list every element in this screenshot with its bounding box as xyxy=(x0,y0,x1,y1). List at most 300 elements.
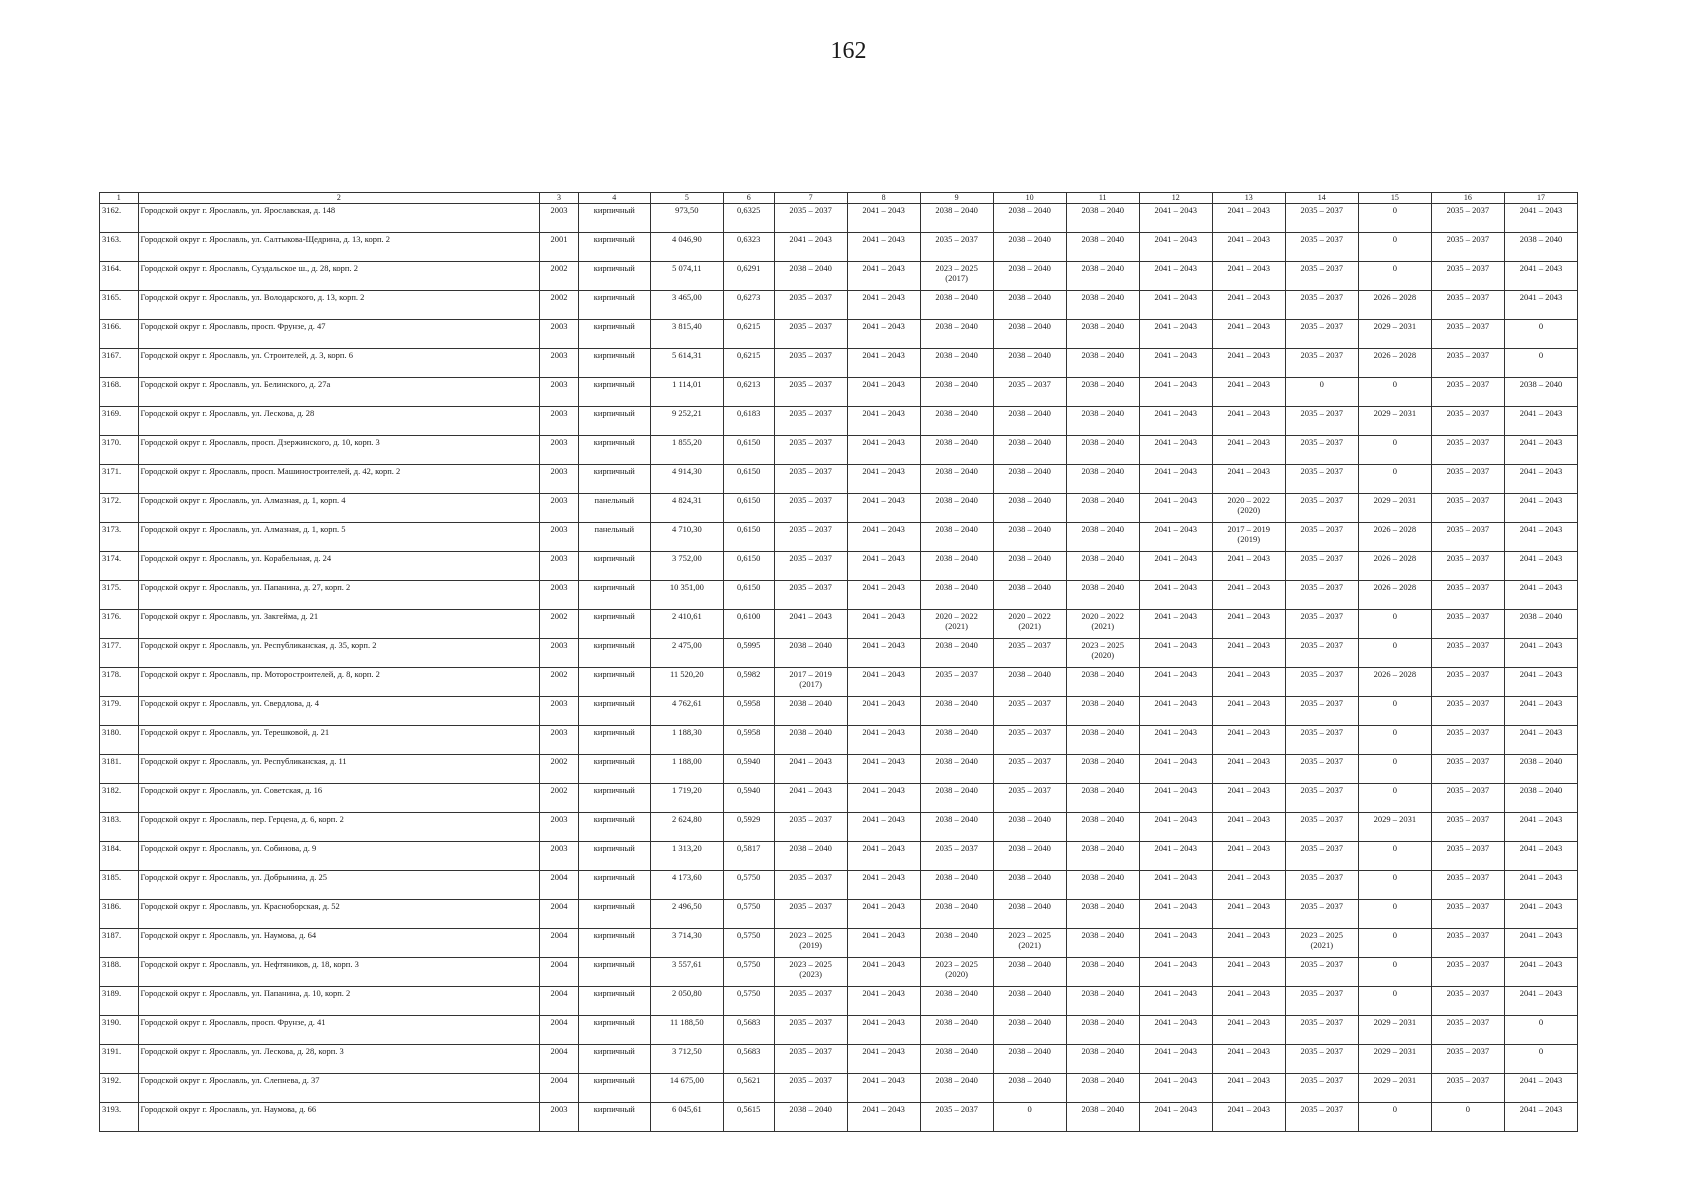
period: 2023 – 2025 xyxy=(1008,930,1051,940)
actual-year: (2019) xyxy=(1237,534,1261,544)
table-cell: 2003 xyxy=(540,320,579,349)
table-row xyxy=(100,610,1578,639)
header-cell: 15 xyxy=(1358,193,1431,204)
table-cell: 2041 – 2043 xyxy=(847,958,920,987)
table-cell: 2035 – 2037 xyxy=(1431,871,1504,900)
table-cell: 2041 – 2043 xyxy=(847,639,920,668)
table-cell: 2041 – 2043 xyxy=(1139,233,1212,262)
address-cell: Городской округ г. Ярославль, пр. Моторостроителей, д. 8, корп. 2 xyxy=(138,668,540,697)
table-cell: 2041 – 2043 xyxy=(1212,262,1285,291)
period: 2023 – 2025 xyxy=(789,930,832,940)
header-cell: 10 xyxy=(993,193,1066,204)
table-cell: 2041 – 2043 xyxy=(1139,291,1212,320)
actual-year: (2021) xyxy=(1018,621,1041,631)
row-number: 3179. xyxy=(100,697,139,726)
table-cell: 2041 – 2043 xyxy=(1212,755,1285,784)
table-cell xyxy=(774,668,847,697)
table-cell: 2038 – 2040 xyxy=(993,842,1066,871)
table-cell: 2041 – 2043 xyxy=(1139,1016,1212,1045)
table-cell: 2041 – 2043 xyxy=(847,262,920,291)
table-cell: 2003 xyxy=(540,465,579,494)
table-cell: 2041 – 2043 xyxy=(1212,204,1285,233)
header-row xyxy=(100,193,1578,204)
table-cell: 2035 – 2037 xyxy=(1431,494,1504,523)
table-cell: 2041 – 2043 xyxy=(1212,900,1285,929)
table-cell: 0 xyxy=(1358,871,1431,900)
table-cell: 2038 – 2040 xyxy=(993,552,1066,581)
table-cell: 2035 – 2037 xyxy=(774,523,847,552)
actual-year: (2021) xyxy=(1018,940,1041,950)
table-cell: 2038 – 2040 xyxy=(1066,900,1139,929)
table-cell: 2 624,80 xyxy=(650,813,723,842)
table-cell: 2 050,80 xyxy=(650,987,723,1016)
table-cell: 0,6323 xyxy=(723,233,774,262)
header-cell: 8 xyxy=(847,193,920,204)
table-cell: 2035 – 2037 xyxy=(1285,726,1358,755)
table-row xyxy=(100,262,1578,291)
table-cell: 2035 – 2037 xyxy=(1431,842,1504,871)
table-cell: 2003 xyxy=(540,726,579,755)
table-cell: 2035 – 2037 xyxy=(774,436,847,465)
table-row xyxy=(100,842,1578,871)
table-cell xyxy=(920,610,993,639)
table-cell: 2038 – 2040 xyxy=(920,349,993,378)
table-cell: кирпичный xyxy=(578,1074,650,1103)
table-cell: 2035 – 2037 xyxy=(1285,1074,1358,1103)
table-cell xyxy=(920,958,993,987)
table-cell: 1 855,20 xyxy=(650,436,723,465)
table-cell: 2035 – 2037 xyxy=(1431,697,1504,726)
table-cell: 2038 – 2040 xyxy=(993,204,1066,233)
table-cell: 2004 xyxy=(540,1074,579,1103)
table-cell: 2038 – 2040 xyxy=(920,755,993,784)
table-cell: 2003 xyxy=(540,552,579,581)
table-cell: 0,5683 xyxy=(723,1016,774,1045)
table-cell: 2038 – 2040 xyxy=(920,871,993,900)
register-table xyxy=(99,192,1578,1132)
table-row xyxy=(100,900,1578,929)
table-cell: 2041 – 2043 xyxy=(1212,987,1285,1016)
table-row xyxy=(100,1103,1578,1132)
table-cell: 2041 – 2043 xyxy=(847,610,920,639)
address-cell: Городской округ г. Ярославль, ул. Республиканская, д. 11 xyxy=(138,755,540,784)
table-cell: 2035 – 2037 xyxy=(774,349,847,378)
table-cell: 0,6183 xyxy=(723,407,774,436)
table-cell: 2041 – 2043 xyxy=(1212,233,1285,262)
table-cell: 3 815,40 xyxy=(650,320,723,349)
table-cell: 2035 – 2037 xyxy=(1285,1016,1358,1045)
table-cell: 2035 – 2037 xyxy=(1285,204,1358,233)
table-cell: 2041 – 2043 xyxy=(1139,639,1212,668)
row-number: 3173. xyxy=(100,523,139,552)
table-cell: 2041 – 2043 xyxy=(774,610,847,639)
table-cell: 0,5958 xyxy=(723,697,774,726)
period: 2017 – 2019 xyxy=(1227,524,1271,534)
row-number: 3171. xyxy=(100,465,139,494)
table-cell: 4 173,60 xyxy=(650,871,723,900)
table-cell: 2035 – 2037 xyxy=(993,784,1066,813)
table-cell: 2038 – 2040 xyxy=(993,262,1066,291)
table-row xyxy=(100,958,1578,987)
table-cell: 2035 – 2037 xyxy=(1285,436,1358,465)
table-cell: 2041 – 2043 xyxy=(847,784,920,813)
table-cell: 0,5683 xyxy=(723,1045,774,1074)
table-cell: 2038 – 2040 xyxy=(993,1074,1066,1103)
table-cell: 2026 – 2028 xyxy=(1358,349,1431,378)
table-cell: 2038 – 2040 xyxy=(774,262,847,291)
table-cell: 2041 – 2043 xyxy=(1212,697,1285,726)
table-cell: 2041 – 2043 xyxy=(1212,813,1285,842)
period: 2023 – 2025 xyxy=(1300,930,1344,940)
table-cell xyxy=(1066,610,1139,639)
table-cell: 2038 – 2040 xyxy=(1066,871,1139,900)
table-cell: 2041 – 2043 xyxy=(1139,900,1212,929)
table-cell: 2035 – 2037 xyxy=(1431,929,1504,958)
table-cell: 2035 – 2037 xyxy=(1285,958,1358,987)
table-cell: 2038 – 2040 xyxy=(993,436,1066,465)
table-cell: 2035 – 2037 xyxy=(774,813,847,842)
header-cell: 2 xyxy=(138,193,540,204)
table-cell: 2041 – 2043 xyxy=(847,465,920,494)
table-row xyxy=(100,436,1578,465)
table-cell: кирпичный xyxy=(578,900,650,929)
actual-year: (2017) xyxy=(799,679,822,689)
address-cell: Городской округ г. Ярославль, ул. Советская, д. 16 xyxy=(138,784,540,813)
table-cell: 0 xyxy=(1358,842,1431,871)
table-cell: панельный xyxy=(578,494,650,523)
table-cell: 2002 xyxy=(540,610,579,639)
table-cell: 2035 – 2037 xyxy=(774,987,847,1016)
table-cell: 2035 – 2037 xyxy=(1285,610,1358,639)
table-cell: 2041 – 2043 xyxy=(1139,465,1212,494)
table-cell: 2035 – 2037 xyxy=(774,900,847,929)
table-cell: 2038 – 2040 xyxy=(1504,378,1577,407)
table-cell: 2038 – 2040 xyxy=(1066,755,1139,784)
table-cell: 2041 – 2043 xyxy=(847,581,920,610)
table-cell: 1 114,01 xyxy=(650,378,723,407)
table-cell: 2026 – 2028 xyxy=(1358,552,1431,581)
table-cell: 0 xyxy=(1358,987,1431,1016)
table-cell: 0,5929 xyxy=(723,813,774,842)
table-cell: 2041 – 2043 xyxy=(847,697,920,726)
table-cell: 2035 – 2037 xyxy=(1431,378,1504,407)
table-row xyxy=(100,929,1578,958)
table-cell: 0,6215 xyxy=(723,320,774,349)
table-cell: 2038 – 2040 xyxy=(920,813,993,842)
row-number: 3178. xyxy=(100,668,139,697)
address-cell: Городской округ г. Ярославль, ул. Лескова, д. 28, корп. 3 xyxy=(138,1045,540,1074)
table-cell: 2035 – 2037 xyxy=(1285,639,1358,668)
header-cell: 14 xyxy=(1285,193,1358,204)
table-cell: 2029 – 2031 xyxy=(1358,320,1431,349)
table-cell: 2035 – 2037 xyxy=(1285,262,1358,291)
header-cell: 5 xyxy=(650,193,723,204)
table-cell: 2003 xyxy=(540,204,579,233)
row-number: 3189. xyxy=(100,987,139,1016)
table-cell: 2041 – 2043 xyxy=(847,1103,920,1132)
table-cell: 2029 – 2031 xyxy=(1358,1016,1431,1045)
page-number: 162 xyxy=(830,38,867,64)
table-cell: 2038 – 2040 xyxy=(774,842,847,871)
address-cell: Городской округ г. Ярославль, ул. Свердлова, д. 4 xyxy=(138,697,540,726)
table-row xyxy=(100,726,1578,755)
table-cell: 2035 – 2037 xyxy=(1285,494,1358,523)
table-cell: 2035 – 2037 xyxy=(774,552,847,581)
table-cell: 0,5817 xyxy=(723,842,774,871)
table-cell: 0 xyxy=(1358,929,1431,958)
table-cell: 0,6273 xyxy=(723,291,774,320)
table-cell: 2041 – 2043 xyxy=(847,842,920,871)
table-cell: 0,5750 xyxy=(723,987,774,1016)
period: 2020 – 2022 xyxy=(1008,611,1051,621)
table-cell: 0 xyxy=(1358,610,1431,639)
table-cell: 2035 – 2037 xyxy=(1431,436,1504,465)
table-cell: 0,5940 xyxy=(723,755,774,784)
header-cell: 11 xyxy=(1066,193,1139,204)
address-cell: Городской округ г. Ярославль, ул. Закгейма, д. 21 xyxy=(138,610,540,639)
table-cell: 2002 xyxy=(540,291,579,320)
table-cell: 2041 – 2043 xyxy=(1212,639,1285,668)
table-cell: 2041 – 2043 xyxy=(1139,494,1212,523)
table-cell: 2038 – 2040 xyxy=(1504,610,1577,639)
table-cell: 2041 – 2043 xyxy=(1212,320,1285,349)
table-row xyxy=(100,813,1578,842)
table-cell: 2004 xyxy=(540,929,579,958)
table-cell: 2038 – 2040 xyxy=(1066,262,1139,291)
table-cell: 2041 – 2043 xyxy=(1212,1016,1285,1045)
address-cell: Городской округ г. Ярославль, ул. Салтыкова-Щедрина, д. 13, корп. 2 xyxy=(138,233,540,262)
table-row xyxy=(100,784,1578,813)
table-cell: 2041 – 2043 xyxy=(1139,1103,1212,1132)
table-cell: 2038 – 2040 xyxy=(993,900,1066,929)
table-cell: 2035 – 2037 xyxy=(1285,842,1358,871)
table-cell xyxy=(1285,929,1358,958)
table-cell: 2035 – 2037 xyxy=(1431,291,1504,320)
table-cell: кирпичный xyxy=(578,958,650,987)
table-row xyxy=(100,320,1578,349)
table-cell: 5 614,31 xyxy=(650,349,723,378)
table-row xyxy=(100,465,1578,494)
table-cell: 2038 – 2040 xyxy=(920,291,993,320)
table-cell: 2029 – 2031 xyxy=(1358,407,1431,436)
table-cell: 2003 xyxy=(540,523,579,552)
table-cell: 2041 – 2043 xyxy=(1212,726,1285,755)
actual-year: (2020) xyxy=(945,969,968,979)
address-cell: Городской округ г. Ярославль, пер. Герцена, д. 6, корп. 2 xyxy=(138,813,540,842)
row-number: 3191. xyxy=(100,1045,139,1074)
table-cell: 2035 – 2037 xyxy=(1431,784,1504,813)
address-cell: Городской округ г. Ярославль, просп. Фрунзе, д. 47 xyxy=(138,320,540,349)
table-cell: 2038 – 2040 xyxy=(993,407,1066,436)
table-cell: 2041 – 2043 xyxy=(847,233,920,262)
table-cell: кирпичный xyxy=(578,1045,650,1074)
table-row xyxy=(100,523,1578,552)
table-cell: 0 xyxy=(1358,726,1431,755)
table-cell: 2041 – 2043 xyxy=(1139,842,1212,871)
table-cell: 2035 – 2037 xyxy=(1431,523,1504,552)
table-cell: 0,6150 xyxy=(723,581,774,610)
table-cell: 2035 – 2037 xyxy=(1285,784,1358,813)
table-cell: 2041 – 2043 xyxy=(1504,987,1577,1016)
table-cell: 2041 – 2043 xyxy=(847,378,920,407)
table-cell: 1 719,20 xyxy=(650,784,723,813)
table-cell: 0 xyxy=(1358,233,1431,262)
table-cell: 2035 – 2037 xyxy=(1285,407,1358,436)
table-cell: 0,5940 xyxy=(723,784,774,813)
table-row xyxy=(100,1074,1578,1103)
table-cell: 2038 – 2040 xyxy=(920,378,993,407)
table-cell: 2038 – 2040 xyxy=(920,1074,993,1103)
table-cell: 2041 – 2043 xyxy=(1504,465,1577,494)
table-cell: 2038 – 2040 xyxy=(920,784,993,813)
table-cell: 2038 – 2040 xyxy=(774,1103,847,1132)
address-cell: Городской округ г. Ярославль, ул. Папанина, д. 10, корп. 2 xyxy=(138,987,540,1016)
actual-year: (2021) xyxy=(1091,621,1115,631)
table-cell: 2035 – 2037 xyxy=(1431,958,1504,987)
table-cell: 2002 xyxy=(540,262,579,291)
table-cell: 2041 – 2043 xyxy=(1212,784,1285,813)
table-cell: кирпичный xyxy=(578,697,650,726)
table-cell: 2035 – 2037 xyxy=(1431,1016,1504,1045)
table-cell: 2035 – 2037 xyxy=(1431,900,1504,929)
table-cell: 2035 – 2037 xyxy=(774,204,847,233)
table-cell: 1 188,30 xyxy=(650,726,723,755)
table-row xyxy=(100,987,1578,1016)
table-cell: 0 xyxy=(1504,1016,1577,1045)
header-cell: 12 xyxy=(1139,193,1212,204)
table-cell: 0 xyxy=(1358,465,1431,494)
table-cell xyxy=(920,262,993,291)
table-cell: кирпичный xyxy=(578,320,650,349)
row-number: 3164. xyxy=(100,262,139,291)
row-number: 3165. xyxy=(100,291,139,320)
header-cell: 7 xyxy=(774,193,847,204)
header-cell: 13 xyxy=(1212,193,1285,204)
table-cell: 2038 – 2040 xyxy=(1066,813,1139,842)
table-cell: 2041 – 2043 xyxy=(1504,581,1577,610)
table-cell: 2041 – 2043 xyxy=(1212,958,1285,987)
table-cell: 2041 – 2043 xyxy=(1504,262,1577,291)
table-cell: 2035 – 2037 xyxy=(1285,755,1358,784)
table-cell: кирпичный xyxy=(578,552,650,581)
table-cell: кирпичный xyxy=(578,1016,650,1045)
address-cell: Городской округ г. Ярославль, ул. Лескова, д. 28 xyxy=(138,407,540,436)
table-cell: 2041 – 2043 xyxy=(1212,842,1285,871)
table-cell: 0,6150 xyxy=(723,552,774,581)
table-cell: кирпичный xyxy=(578,233,650,262)
table-cell: 2038 – 2040 xyxy=(774,639,847,668)
table-cell: 2041 – 2043 xyxy=(847,349,920,378)
actual-year: (2019) xyxy=(799,940,822,950)
table-cell: 2035 – 2037 xyxy=(1431,552,1504,581)
table-cell: 2002 xyxy=(540,755,579,784)
table-cell: 2035 – 2037 xyxy=(774,465,847,494)
table-cell: 11 188,50 xyxy=(650,1016,723,1045)
row-number: 3180. xyxy=(100,726,139,755)
table-cell: кирпичный xyxy=(578,755,650,784)
table-cell: 2041 – 2043 xyxy=(1504,639,1577,668)
table-cell xyxy=(774,929,847,958)
header-cell: 1 xyxy=(100,193,139,204)
table-cell: 2038 – 2040 xyxy=(774,697,847,726)
table-cell: 2038 – 2040 xyxy=(1066,523,1139,552)
table-cell: 4 914,30 xyxy=(650,465,723,494)
table-cell: 0,6150 xyxy=(723,494,774,523)
table-cell: 2035 – 2037 xyxy=(1431,726,1504,755)
table-cell: 2038 – 2040 xyxy=(993,987,1066,1016)
row-number: 3188. xyxy=(100,958,139,987)
actual-year: (2020) xyxy=(1091,650,1115,660)
table-cell: 2029 – 2031 xyxy=(1358,1074,1431,1103)
table-cell: 2035 – 2037 xyxy=(1285,291,1358,320)
table-cell: 2035 – 2037 xyxy=(1431,581,1504,610)
table-cell: 2038 – 2040 xyxy=(1066,697,1139,726)
row-number: 3170. xyxy=(100,436,139,465)
table-cell: 2003 xyxy=(540,581,579,610)
table-cell: 2041 – 2043 xyxy=(1504,726,1577,755)
table-cell: 2041 – 2043 xyxy=(1212,1045,1285,1074)
table-row xyxy=(100,233,1578,262)
table-cell: панельный xyxy=(578,523,650,552)
table-cell: 2035 – 2037 xyxy=(774,581,847,610)
table-cell: кирпичный xyxy=(578,436,650,465)
table-cell: 2038 – 2040 xyxy=(1066,320,1139,349)
table-cell: 0,6215 xyxy=(723,349,774,378)
table-cell: 2035 – 2037 xyxy=(1431,639,1504,668)
table-cell: 2038 – 2040 xyxy=(1066,291,1139,320)
table-cell: 2038 – 2040 xyxy=(1066,1045,1139,1074)
address-cell: Городской округ г. Ярославль, просп. Фрунзе, д. 41 xyxy=(138,1016,540,1045)
table-cell: 1 313,20 xyxy=(650,842,723,871)
table-cell: 2041 – 2043 xyxy=(1212,871,1285,900)
table-cell xyxy=(1212,523,1285,552)
table-cell: 0,5995 xyxy=(723,639,774,668)
table-cell: 0,6150 xyxy=(723,465,774,494)
address-cell: Городской округ г. Ярославль, ул. Республиканская, д. 35, корп. 2 xyxy=(138,639,540,668)
table-cell: 2035 – 2037 xyxy=(993,378,1066,407)
table-cell xyxy=(993,929,1066,958)
table-cell: 2038 – 2040 xyxy=(1066,378,1139,407)
table-cell: 2035 – 2037 xyxy=(1285,871,1358,900)
table-cell: 2035 – 2037 xyxy=(993,755,1066,784)
table-cell: 2041 – 2043 xyxy=(1139,929,1212,958)
table-row xyxy=(100,204,1578,233)
table-cell: 2038 – 2040 xyxy=(920,726,993,755)
table-cell: 0 xyxy=(1358,784,1431,813)
address-cell: Городской округ г. Ярославль, ул. Ярославская, д. 148 xyxy=(138,204,540,233)
table-cell: 2041 – 2043 xyxy=(1212,581,1285,610)
table-cell: 2035 – 2037 xyxy=(1285,320,1358,349)
table-cell: 2041 – 2043 xyxy=(1139,755,1212,784)
address-cell: Городской округ г. Ярославль, ул. Красноборская, д. 52 xyxy=(138,900,540,929)
period: 2023 – 2025 xyxy=(935,959,978,969)
table-cell: 2041 – 2043 xyxy=(774,233,847,262)
table-row xyxy=(100,291,1578,320)
table-cell: 2038 – 2040 xyxy=(993,1016,1066,1045)
address-cell: Городской округ г. Ярославль, ул. Алмазная, д. 1, корп. 4 xyxy=(138,494,540,523)
table-cell: 2002 xyxy=(540,668,579,697)
table-cell: 2003 xyxy=(540,697,579,726)
table-cell: 2029 – 2031 xyxy=(1358,494,1431,523)
table-cell: 2041 – 2043 xyxy=(774,784,847,813)
address-cell: Городской округ г. Ярославль, ул. Белинского, д. 27а xyxy=(138,378,540,407)
table-cell: 2038 – 2040 xyxy=(1066,407,1139,436)
table-cell: 2035 – 2037 xyxy=(1431,1074,1504,1103)
header-cell: 4 xyxy=(578,193,650,204)
table-cell: 2038 – 2040 xyxy=(993,291,1066,320)
actual-year: (2021) xyxy=(1310,940,1334,950)
table-cell: 2035 – 2037 xyxy=(1431,320,1504,349)
